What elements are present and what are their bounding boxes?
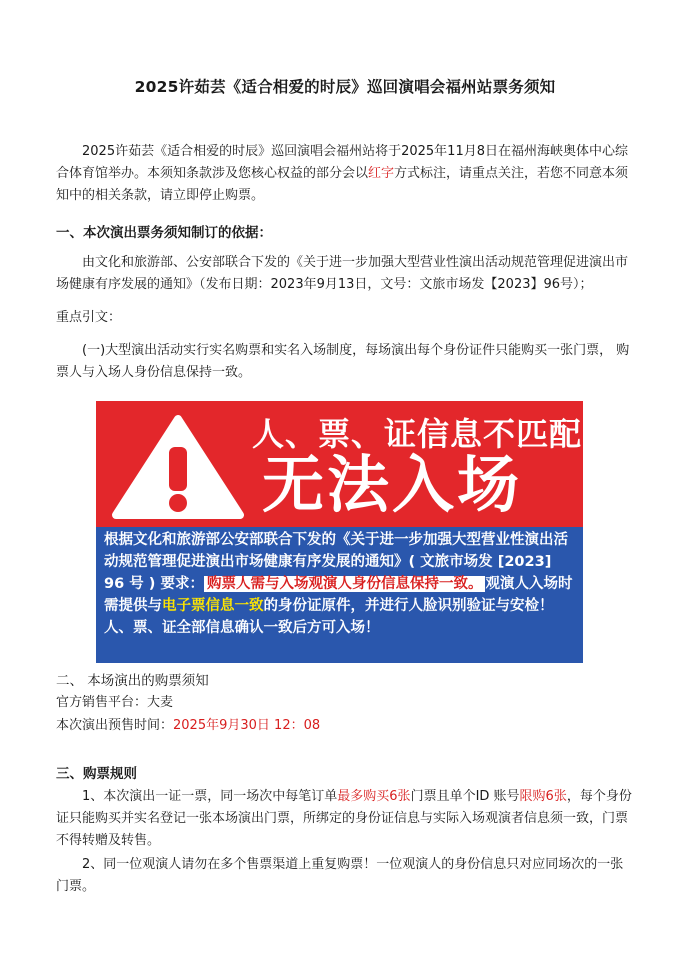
quote-text: (一)大型演出活动实行实名购票和实名入场制度，每场演出每个身份证件只能购买一张门票， 购票人与入场人身份信息保持一致。 — [56, 343, 630, 380]
banner-subtitle: 人、票、证信息不匹配 — [252, 415, 583, 453]
section2-heading: 二、 本场演出的购票须知 — [56, 673, 209, 689]
intro-text-1: 2025许茹芸《适合相爱的时辰》巡回演唱会福州站将于2025年11月8日在福州海峡奥体中心综合体育馆举办。本须知条款涉及您核心权益的部分会以 — [56, 144, 628, 181]
section3-heading: 三、购票规则 — [56, 766, 137, 782]
warning-triangle-icon — [110, 413, 246, 521]
presale-label: 本次演出预售时间： — [56, 718, 174, 733]
intro-paragraph — [56, 141, 636, 207]
section1-basis: 由文化和旅游部、公安部联合下发的《关于进一步加强大型营业性演出活动规范管理促进演出市场健康有序发展的通知》（发布日期：2023年9月13日，文号：文旅市场发【2023】96号）； — [56, 255, 629, 292]
rule1-text-c: ，每个身份证只能购买并实名登记一张本场演出门票，所绑定的身份证信息与实际入场观演者信息须一致，门票不得转赠及转售。 — [56, 789, 632, 848]
banner-body-text-1: 根据文化和旅游部公安部联合下发的《关于进一步加强大型营业性演出活动规范管理促进演出市场健康有序发展的通知》( 文旅市场发 [2023] 96 号 ) 要求： — [104, 532, 568, 592]
presale-line — [56, 715, 636, 737]
banner-highlight-red: 购票人需与入场观演人身份信息保持一致。 — [204, 576, 486, 592]
rule1-text-b: 门票且单个ID 账号 — [410, 789, 520, 804]
rule1-red-1: 最多购买6张 — [337, 789, 411, 804]
intro-text-2: 方式标注，请重点关注，若您不同意本须知中的相关条款，请立即停止购票。 — [56, 166, 629, 203]
warning-banner — [96, 401, 583, 663]
banner-body-text-2: 观演人入场时需提供与 — [104, 576, 573, 614]
platform-label: 官方销售平台：大麦 — [56, 695, 174, 710]
rule1-text-a: 1、本次演出一证一票，同一场次中每笔订单 — [82, 789, 338, 804]
banner-body-text-3: 的身份证原件，并进行人脸识别验证与安检！人、票、证全部信息确认一致后方可入场！ — [104, 598, 554, 636]
quote-label: 重点引文： — [56, 310, 122, 325]
section1-heading: 一、本次演出票务须知制订的依据： — [56, 225, 272, 241]
rule-1 — [56, 786, 636, 852]
banner-highlight-yellow: 电子票信息一致 — [162, 598, 264, 614]
page-title: 2025许茹芸《适合相爱的时辰》巡回演唱会福州站票务须知 — [134, 78, 556, 96]
presale-value: 2025年9月30日 12：08 — [173, 718, 321, 733]
banner-body — [104, 529, 576, 639]
rule1-red-2: 限购6张 — [519, 789, 567, 804]
intro-red-text: 红字 — [368, 166, 395, 181]
rule-2: 2、同一位观演人请勿在多个售票渠道上重复购票！一位观演人的身份信息只对应同场次的一张门票。 — [56, 857, 624, 894]
banner-main-text: 无法入场 — [262, 448, 523, 521]
